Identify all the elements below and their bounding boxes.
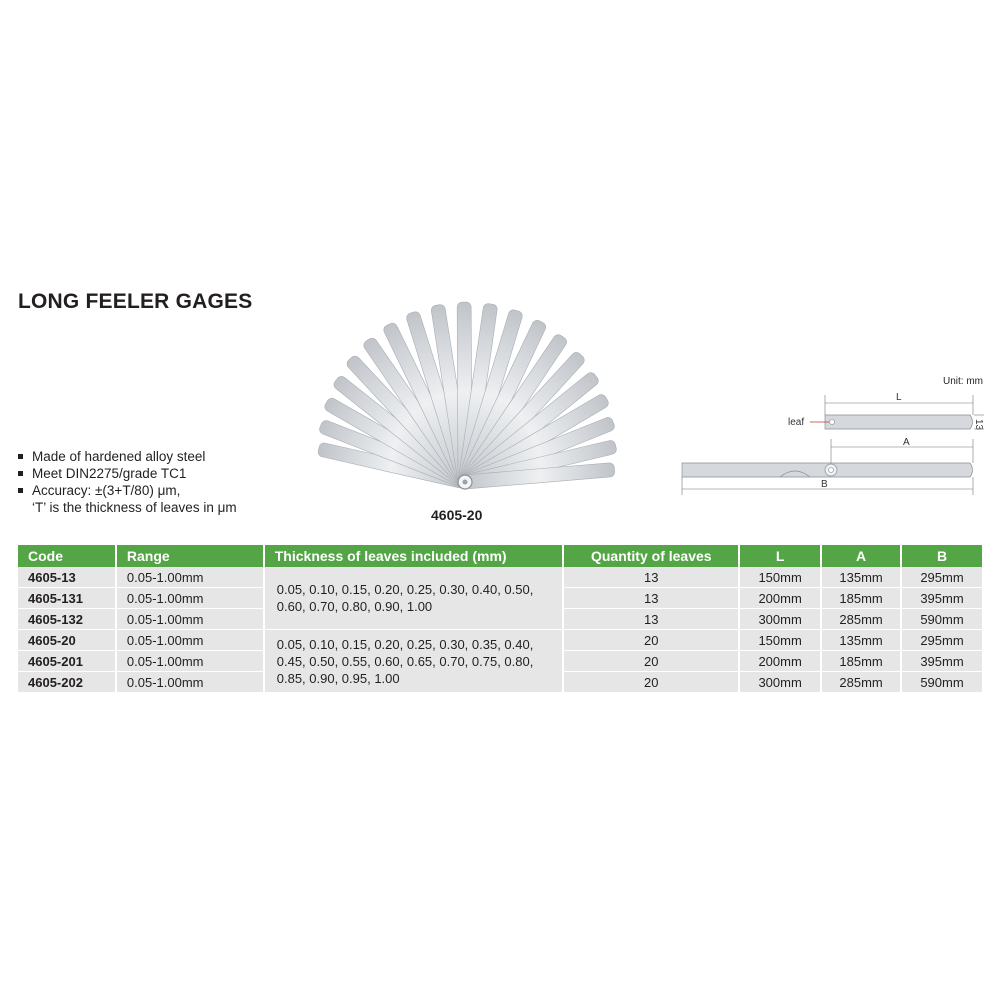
cell-range: 0.05-1.00mm [116, 609, 264, 630]
table-row [18, 630, 983, 651]
header-thickness: Thickness of leaves included (mm) [264, 545, 564, 567]
bullet-icon [18, 471, 23, 476]
cell-b: 295mm [901, 567, 983, 588]
feature-item [18, 482, 237, 499]
dim-a-label: A [903, 437, 910, 448]
cell-a: 135mm [821, 630, 901, 651]
cell-range: 0.05-1.00mm [116, 672, 264, 693]
cell-b: 395mm [901, 651, 983, 672]
cell-code: 4605-131 [18, 588, 116, 609]
cell-a: 285mm [821, 609, 901, 630]
leaf-label: leaf [788, 417, 805, 428]
cell-code: 4605-201 [18, 651, 116, 672]
feature-text: Made of hardened alloy steel [32, 449, 206, 464]
cell-l: 200mm [739, 588, 821, 609]
cell-code: 4605-13 [18, 567, 116, 588]
table-header-row [18, 545, 983, 567]
cell-b: 590mm [901, 672, 983, 693]
feature-item [18, 448, 237, 465]
dimension-diagram [670, 385, 990, 500]
cell-quantity: 13 [563, 567, 739, 588]
cell-code: 4605-132 [18, 609, 116, 630]
cell-range: 0.05-1.00mm [116, 567, 264, 588]
cell-b: 295mm [901, 630, 983, 651]
cell-l: 150mm [739, 630, 821, 651]
cell-quantity: 13 [563, 609, 739, 630]
feature-list [18, 448, 237, 516]
cell-b: 590mm [901, 609, 983, 630]
feature-text: ‘T’ is the thickness of leaves in μm [32, 500, 237, 515]
cell-a: 135mm [821, 567, 901, 588]
cell-thickness: 0.05, 0.10, 0.15, 0.20, 0.25, 0.30, 0.35, 0.40, 0.45, 0.50, 0.55, 0.60, 0.65, 0.70, 0.75, 0.80, 0.85, 0.90, 0.95, 1.00 [264, 630, 564, 693]
header-code: Code [18, 545, 116, 567]
cell-quantity: 20 [563, 651, 739, 672]
feeler-gage-fan-image [290, 300, 650, 500]
gage-leaves [317, 302, 617, 489]
cell-b: 395mm [901, 588, 983, 609]
dim-width-label: 13 [973, 419, 984, 431]
feature-text: Meet DIN2275/grade TC1 [32, 466, 187, 481]
cell-range: 0.05-1.00mm [116, 651, 264, 672]
pivot-screw-center [463, 480, 468, 485]
page-title: LONG FEELER GAGES [18, 290, 253, 313]
dim-l-label: L [896, 392, 902, 403]
cell-l: 300mm [739, 672, 821, 693]
bullet-icon [18, 488, 23, 493]
header-a: A [821, 545, 901, 567]
specification-table [18, 545, 984, 693]
header-quantity: Quantity of leaves [563, 545, 739, 567]
header-b: B [901, 545, 983, 567]
cell-quantity: 20 [563, 672, 739, 693]
cell-quantity: 20 [563, 630, 739, 651]
cell-l: 150mm [739, 567, 821, 588]
feature-item [18, 465, 237, 482]
table-row [18, 567, 983, 588]
cell-thickness: 0.05, 0.10, 0.15, 0.20, 0.25, 0.30, 0.40, 0.50, 0.60, 0.70, 0.80, 0.90, 1.00 [264, 567, 564, 630]
cell-range: 0.05-1.00mm [116, 630, 264, 651]
dim-b-label: B [821, 479, 828, 490]
header-l: L [739, 545, 821, 567]
cell-a: 185mm [821, 651, 901, 672]
cell-l: 300mm [739, 609, 821, 630]
product-model-label: 4605-20 [431, 507, 483, 523]
leaf-shape [825, 415, 973, 429]
cell-l: 200mm [739, 651, 821, 672]
feature-continuation [18, 499, 237, 516]
bullet-icon [18, 454, 23, 459]
feature-text: Accuracy: ±(3+T/80) μm, [32, 483, 181, 498]
cell-a: 185mm [821, 588, 901, 609]
cell-a: 285mm [821, 672, 901, 693]
header-range: Range [116, 545, 264, 567]
cell-code: 4605-202 [18, 672, 116, 693]
unit-label: Unit: mm [943, 376, 983, 387]
cell-range: 0.05-1.00mm [116, 588, 264, 609]
cell-code: 4605-20 [18, 630, 116, 651]
cell-quantity: 13 [563, 588, 739, 609]
